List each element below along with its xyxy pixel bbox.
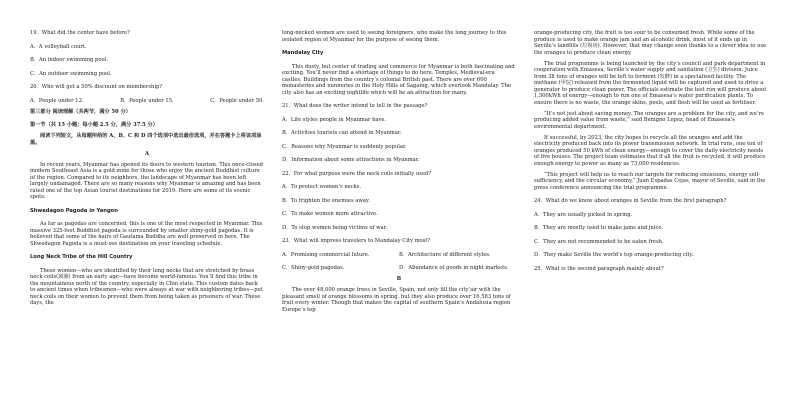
column-middle bbox=[282, 30, 516, 318]
option-23c: C．Shiny-gold pagodas. bbox=[282, 265, 345, 271]
option-22d: D．To stop women being victims of war. bbox=[282, 224, 388, 231]
option-24b: B．They are mostly used to make jams and juice. bbox=[534, 225, 664, 232]
option-24c: C．They are not recommended to be eaten fresh. bbox=[534, 238, 664, 245]
heading-shwedagon: Shwedagon Pagoda in Yangon bbox=[30, 207, 118, 214]
question-21-stem: 21．What does the writer intend to tell in the passage? bbox=[282, 103, 428, 109]
paragraph-shwedagon: As far as pagodas are concerned, this is one of the most respected in Myanmar. This massive 325-foot Buddhist pagoda is surrounded by smaller shiny-gold pagodas. It is believed that some of the hairs of Gautama Buddha are well preserved in here. The Shwedagon Pagoda is a must-see destination on your traveling schedule. bbox=[30, 221, 263, 247]
option-21b: B．Activities tourists can attend in Myanmar. bbox=[282, 130, 402, 136]
question-20-stem: 20．Who will get a 50% discount on membership? bbox=[30, 84, 163, 90]
question-25-stem: 25．What is the second paragraph mainly about? bbox=[534, 265, 664, 272]
section-1-heading: 第一节（共 15 小题；每小题 2.5 分，满分 37.5 分） bbox=[30, 122, 158, 129]
option-19b: B．An indoor swimming pool. bbox=[30, 57, 108, 63]
option-23b: B．Architecture of different styles. bbox=[399, 251, 491, 258]
option-24d: D．They make Seville the world’s top orange-producing city. bbox=[534, 252, 694, 259]
heading-long-neck: Long Neck Tribe of the Hill Country bbox=[30, 254, 133, 261]
heading-mandalay: Mandalay City bbox=[282, 50, 324, 56]
passage-b-paragraph-1: The over 48,000 orange trees in Seville, Spain, not only fill the city’air with the pleasant smell of orange blossoms in spring, but they also produce over 16,583 tons of fruit every winter. Though that makes the capital of southern Spain’s Andalusia region Europe’s top bbox=[282, 287, 511, 313]
passage-b-paragraph-5: “This project will help us to reach our targets for reducing emissions, energy self-sufficiency, and the circular economy,” Juan Espadas Cejas, mayor of Seville, said in the press conference announcing the trial programme. bbox=[534, 171, 766, 191]
paragraph-long-neck-continued: long-necked women are used to seeing foreigners, who make the long journey to this isolated region of Myanmar for the purpose of seeing them. bbox=[282, 30, 507, 43]
passage-b-paragraph-4: If successful, by 2023, the city hopes to recycle all the oranges and add the electricity produced back into its power transmission network. In trial runs, one ton of oranges produced 50 kWh of clean energy—enough to cover the daily electricity needs of five houses. The project team estimates that if all the fruit is recycled, it will produce enough energy to power as many as 73,000 residences. bbox=[534, 134, 766, 167]
passage-b-paragraph-2: The trial programme is being launched by the city’s council and park department in cooperation with Emasesa, Seville’s water supply and sanitation (卫生) division. Juice from 38 tons of oranges will be left to ferment (发酵) in a specialised facility. The methane (甲烷) released from the fermented liquid will be captured and used to drive a generator to produce clean power. The officials estimate the test run will produce about 1,500kWh of energy—enough to run one of Emasesa’s water purification plants. To ensure there is no waste, the orange skins, peels, and flesh will be used as fertiliser. bbox=[534, 60, 767, 106]
option-19a: A．A volleyball court. bbox=[30, 43, 87, 50]
question-19-stem: 19．What did the center have before? bbox=[30, 30, 130, 36]
column-left bbox=[30, 30, 264, 311]
options-20 bbox=[30, 98, 264, 105]
paragraph-long-neck: These women—who are identified by their long necks that are stretched by brass neck coils(颈圈) from an early age—have become world-famous. You’ll find this tribe in the mountainous north of the country, especially in Chin state. This custom dates back to ancient times when tribesmen—who were always at war with neighboring tribes—put neck coils on their women to prevent them from being taken as prisoners of war. These days, the bbox=[30, 267, 263, 307]
option-22c: C．To make women more attractive. bbox=[282, 211, 378, 217]
option-20b: B．People under 15. bbox=[120, 97, 174, 104]
passage-a-label: A bbox=[144, 150, 150, 157]
option-19c: C．An outdoor swimming pool. bbox=[30, 70, 112, 77]
part-3-heading: 第三部分 阅读理解（共两节，满分 50 分） bbox=[30, 108, 131, 115]
passage-b-paragraph-1-continued: orange-producing city, the fruit is too sour to be consumed fresh. While some of the produce is used to make orange jam and an alcoholic drink, most of it ends up in Seville’s landfills (垃圾场). However, that may change soon thanks to a clever idea to use the oranges to produce clean energy. bbox=[534, 30, 767, 56]
passage-b-paragraph-3: “It’s not just about saving money. The oranges are a problem for the city, and we’re producing added value from waste,” said Benigno Lopez, head of Emasesa’s environmental department. bbox=[534, 110, 764, 130]
option-20c: C．People under 50. bbox=[210, 97, 264, 104]
option-21a: A．Life styles people in Myanmar have. bbox=[282, 116, 387, 123]
option-24a: A．They are usually picked in spring. bbox=[534, 211, 633, 218]
question-23-stem: 23．What will impress travelers to Mandalay City most? bbox=[282, 238, 431, 244]
passage-a-intro: In recent years, Myanmar has opened its doors to western tourism. This once-closed modern Southeast Asia is a gold mine for those who enjoy the ancient Buddhist culture of the region. Compared to its neighbors, the landscape of Myanmar has been left largely undamaged. There are so many reasons why Myanmar is amazing and has been rated one of the top Asian tourist destinations for 2019. Here are some of its scenic spots: bbox=[30, 161, 263, 201]
column-right bbox=[534, 30, 768, 277]
passage-b-label: B bbox=[396, 276, 402, 283]
option-20a: A．People under 12. bbox=[30, 97, 84, 104]
option-23a: A．Promising commercial future. bbox=[282, 251, 370, 258]
question-24-stem: 24．What do we know about oranges in Seville from the first paragraph? bbox=[534, 198, 727, 205]
option-21c: C．Reasons why Myanmar is suddenly popular. bbox=[282, 143, 407, 150]
option-22b: B．To frighten the enemies away. bbox=[282, 197, 370, 204]
options-23-row2 bbox=[282, 265, 516, 272]
question-22-stem: 22．For what purpose were the neck coils initially used? bbox=[282, 170, 432, 177]
paragraph-mandalay: This dusty, but center of trading and commerce for Myanmar is both fascinating and exciting. You’ll never find a shortage of things to do here. Temples, Medieval-era castles, Buildings from the country’s colonial British past. There are over 600 monasteries and nunneries in the Holy Hills of Sagaing, which overlook Mandalay. The city also has an exciting nightlife which will be an attraction for many. bbox=[282, 63, 515, 96]
option-22a: A．To protect women’s necks. bbox=[282, 184, 362, 190]
options-23-row1 bbox=[282, 252, 516, 259]
option-23d: D．Abundance of goods in night markets. bbox=[399, 265, 509, 271]
instructions: 阅读下列短文，从每题所给的 A、B、C 和 D 四个选项中选出最佳选项，并在答题卡上将该项涂黑。 bbox=[30, 133, 262, 146]
option-21d: D．Information about some attractions in Myanmar. bbox=[282, 157, 420, 163]
